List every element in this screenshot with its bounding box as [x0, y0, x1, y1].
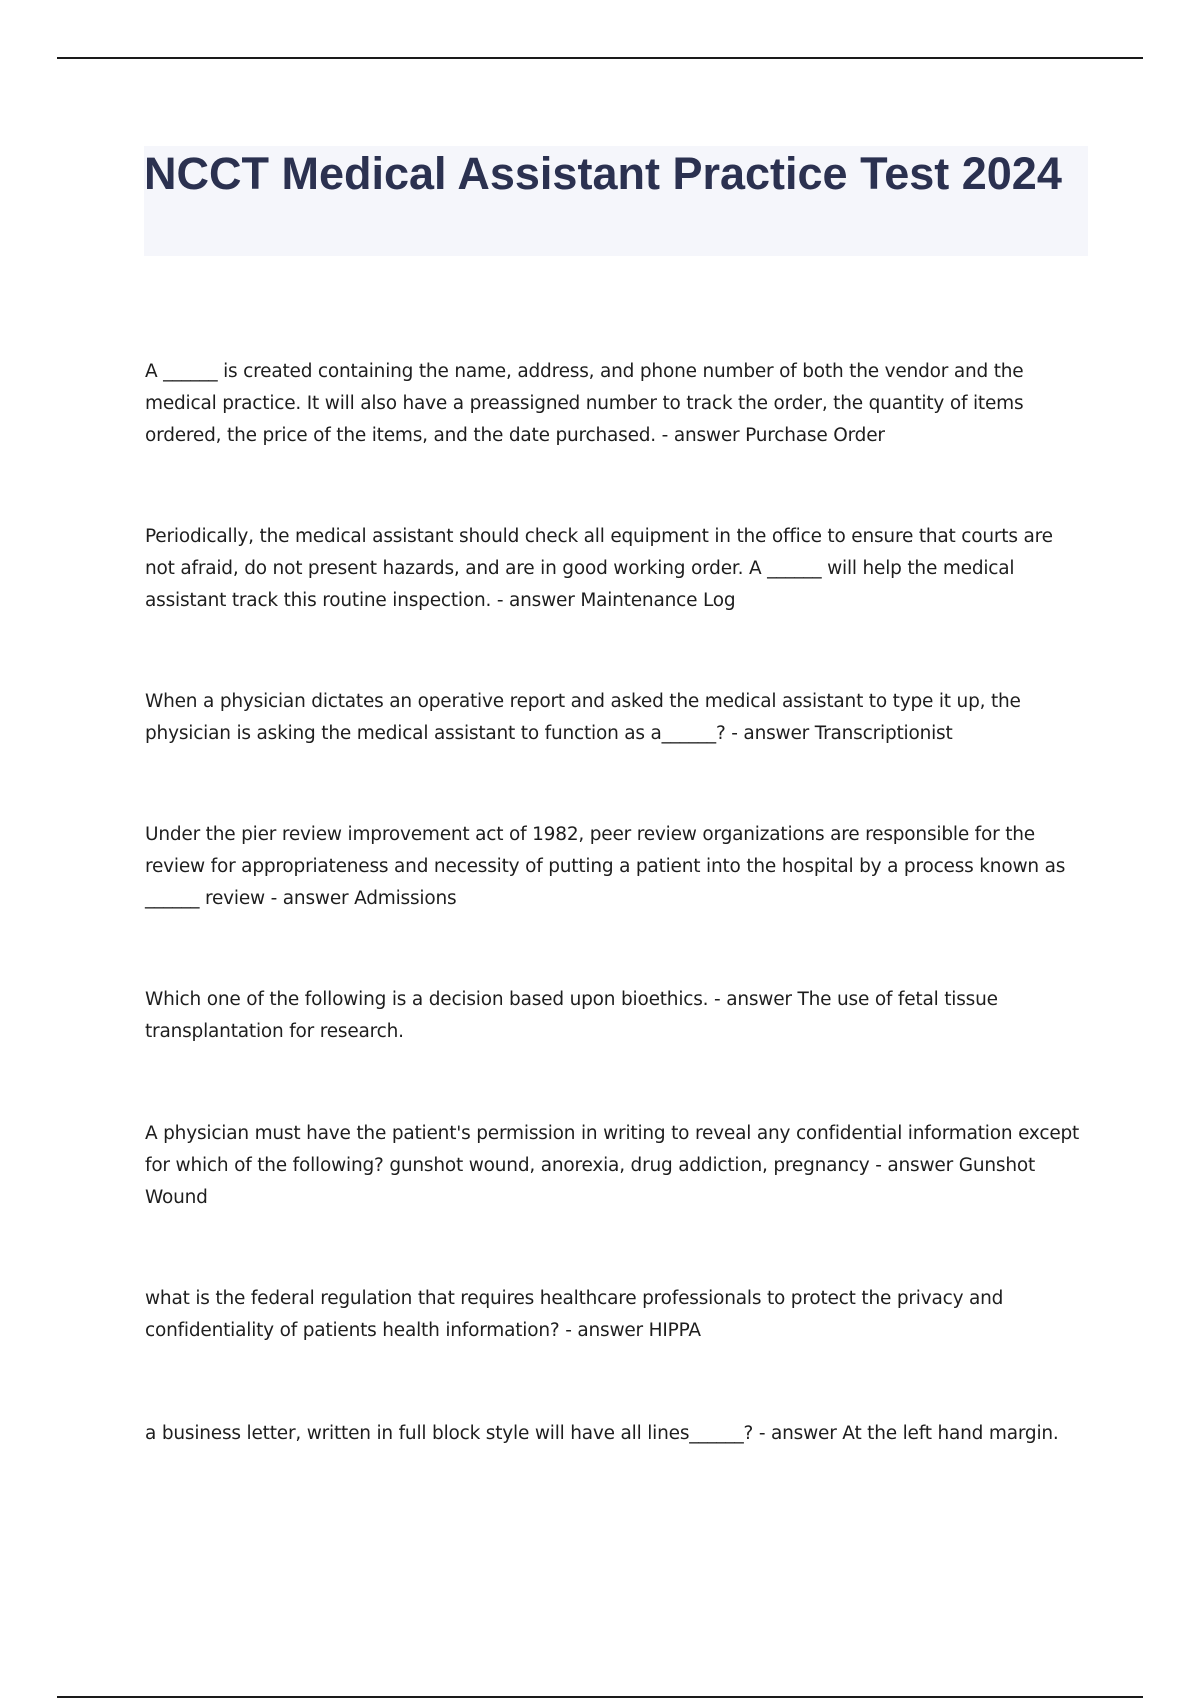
top-rule — [57, 57, 1143, 59]
question-item: When a physician dictates an operative report and asked the medical assistant to type it up, the physician is asking the medical assistant to function as a______? - answer Transcriptionist — [145, 691, 1021, 744]
document-title: NCCT Medical Assistant Practice Test 2024 — [144, 148, 1062, 199]
question-item: Under the pier review improvement act of 1982, peer review organizations are responsible for the review for appropriateness and necessity of putting a patient into the hospital by a process known as ______ review - answer Admissions — [145, 824, 1066, 909]
question-item: Periodically, the medical assistant should check all equipment in the office to ensure that courts are not afraid, do not present hazards, and are in good working order. A ______ will help the medical assistant track this routine inspection. - answer Maintenance Log — [145, 526, 1053, 611]
question-item: what is the federal regulation that requires healthcare professionals to protect the privacy and confidentiality of patients health information? - answer HIPPA — [145, 1288, 1004, 1341]
question-item: a business letter, written in full block style will have all lines______? - answer At the left hand margin. — [145, 1423, 1059, 1444]
question-item: A ______ is created containing the name, address, and phone number of both the vendor and the medical practice. It will also have a preassigned number to track the order, the quantity of items ordered, the price of the items, and the date purchased. - answer Purchase Order — [145, 361, 1024, 446]
title-block — [144, 146, 1088, 256]
question-item: A physician must have the patient's permission in writing to reveal any confidential information except for which of the following? gunshot wound, anorexia, drug addiction, pregnancy - answer Gunshot Wound — [145, 1123, 1080, 1208]
question-item: Which one of the following is a decision based upon bioethics. - answer The use of fetal tissue transplantation for research. — [145, 989, 998, 1042]
bottom-rule — [57, 1696, 1143, 1698]
